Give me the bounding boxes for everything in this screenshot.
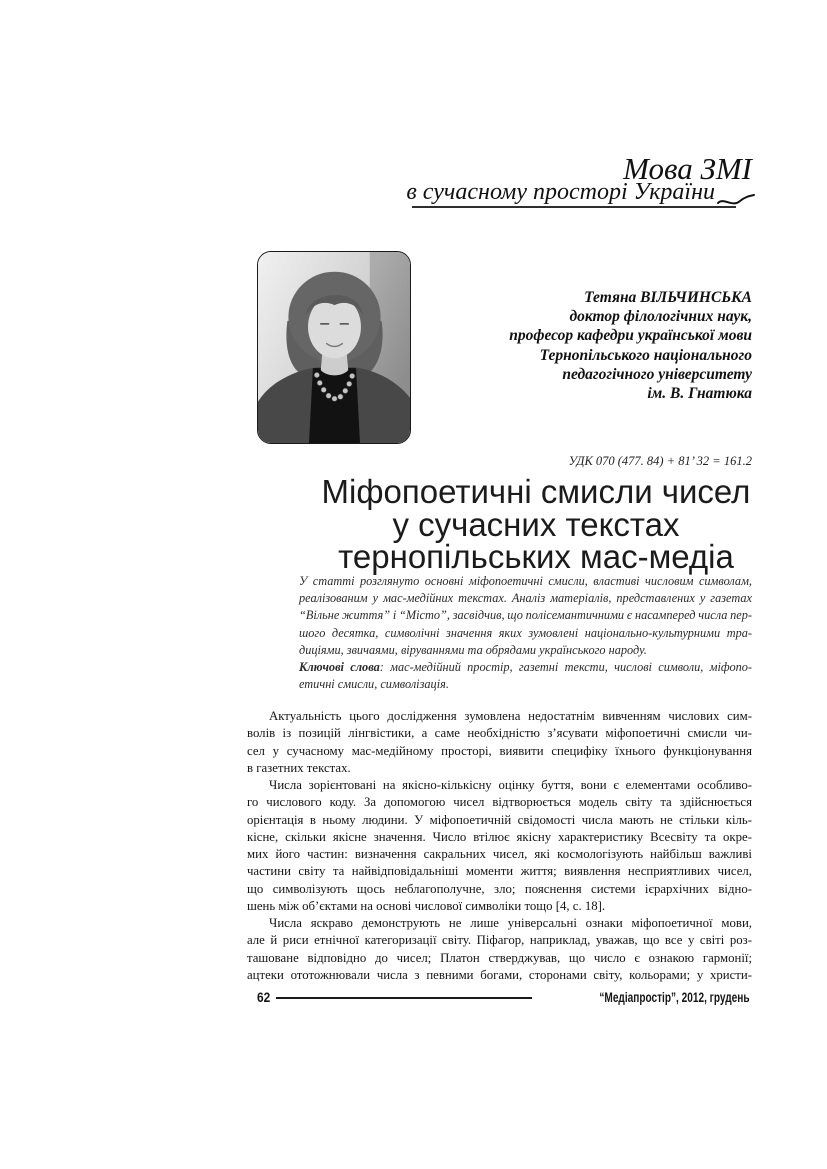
author-affiliation-line: ім. В. Гнатюка	[647, 385, 752, 403]
title-line: тернопільських мас-медіа	[338, 538, 734, 575]
abstract-line: “Вільне життя” і “Місто”, засвідчив, що полісемантичними є насамперед числа пер-	[299, 608, 752, 623]
author-affiliation-line: Тернопільського національного	[539, 346, 752, 364]
author-name: Тетяна ВІЛЬЧИНСЬКА	[584, 289, 752, 306]
keywords-label: Ключові слова	[299, 660, 380, 675]
body-line: сел у сучасному мас-медійному просторі, виявити специфіку їхнього функціонування	[247, 743, 752, 758]
author-degree: доктор філологічних наук,	[569, 308, 752, 326]
body-line: частини світу та найвідповідальніші моменти життя; виявлення несприятливих чисел,	[247, 864, 752, 879]
body-line: що символізують щось неблагополучне, зло; пояснення системи ієрархічних відно-	[247, 881, 752, 896]
body-line: шень між об’єктами на основі числової символіки тощо [4, с. 18].	[247, 898, 606, 913]
keywords-line	[299, 659, 752, 676]
author-affiliation-line: педагогічного університету	[562, 365, 752, 383]
body-line: го числового коду. За допомогою чисел відтворюється модель світу та здійснюється	[247, 795, 752, 810]
body-line: ташоване відповідно до чисел; Платон стверджував, що число є ознакою гармонії;	[247, 950, 752, 965]
abstract-line: шого десятка, символічні значення яких зумовлені національно-культурними тра-	[299, 625, 752, 640]
abstract	[299, 573, 752, 693]
keywords-line: етичні смисли, символізація.	[299, 677, 449, 692]
author-info	[509, 288, 752, 403]
abstract-line: диціями, звичаями, віруваннями та обрядами українського народу.	[299, 642, 647, 657]
body-line: в газетних текстах.	[247, 760, 351, 775]
udk-code: УДК 070 (477. 84) + 81’ 32 = 161.2	[568, 454, 752, 468]
author-portrait	[258, 252, 410, 443]
body-line: Актуальність цього дослідження зумовлена недостатнім вивченням числових сим-	[269, 709, 752, 723]
body-line: але й риси етнічної категоризації світу. Піфагор, наприклад, уважав, що все у світі роз-	[247, 933, 752, 948]
abstract-line: реалізованим у мас-медійних текстах. Аналіз матеріалів, представлених у газетах	[299, 591, 752, 606]
body-line: мих його частин: визначення сакральних чисел, які космологізують найбільш важливі	[247, 847, 752, 862]
rubric-subtitle: в сучасному просторі України	[406, 179, 715, 205]
body-line: волів із позицій лінгвістики, а саме необхідністю з’ясувати міфопоетичні смисли чи-	[247, 726, 752, 741]
abstract-line: У статті розглянуто основні міфопоетичні смисли, властиві числовим символам,	[299, 574, 752, 588]
body-line: орієнтація в ньому людини. У міфопоетичній свідомості числа мають не стільки кіль-	[247, 812, 752, 827]
article-body	[247, 708, 752, 984]
author-photo	[257, 251, 411, 444]
page-number: 62	[257, 989, 271, 1005]
footer-rule	[276, 997, 532, 999]
body-line: Числа зорієнтовані на якісно-кількісну оцінку буття, вони є елементами особливо-	[269, 778, 752, 793]
author-position: професор кафедри української мови	[509, 327, 752, 345]
journal-issue: “Медіапростір”, 2012, грудень	[599, 989, 750, 1005]
body-line: кісне, скільки якісне значення. Число втілює якісну характеристику Всесвіту та окре-	[247, 829, 752, 844]
rubric-underline-flourish	[400, 188, 760, 216]
title-line: Міфопоетичні смисли чисел	[321, 473, 751, 510]
keywords-text: : мас-медійний простір, газетні тексти, числові символи, міфопо-	[379, 660, 752, 675]
rubric-swash	[718, 195, 754, 203]
rubric-title: Мова ЗМІ	[623, 151, 752, 186]
blouse	[309, 368, 360, 443]
body-line: Числа яскраво демонструють не лише універсальні ознаки міфопоетичної мови,	[269, 916, 752, 931]
body-line: ацтеки ототожнювали числа з певними богами, сторонами світу, кольорами; у христи-	[247, 967, 752, 982]
article-title	[316, 473, 756, 575]
title-line: у сучасних текстах	[392, 505, 680, 543]
